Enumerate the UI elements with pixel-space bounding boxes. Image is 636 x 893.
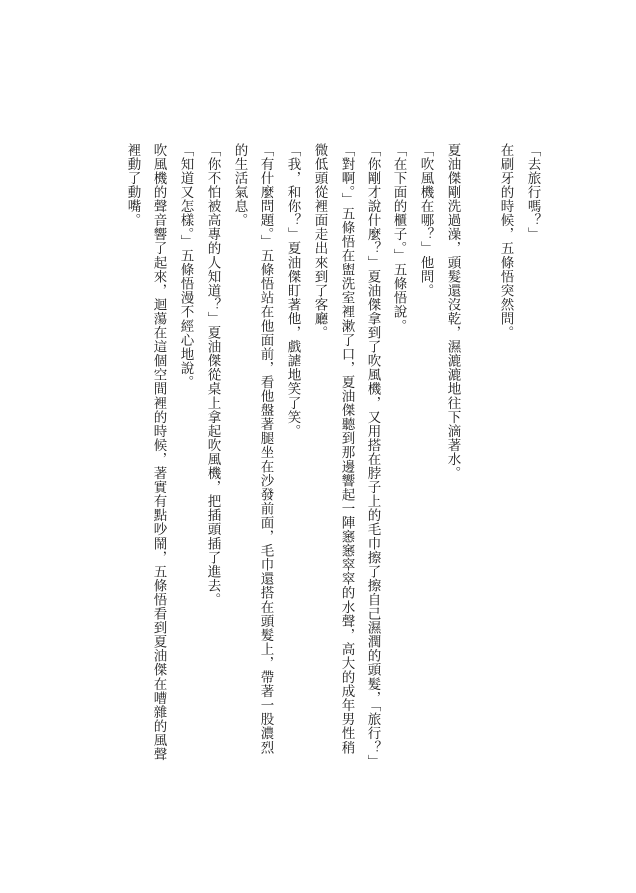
text-line-2: 在刷牙的時候，五條悟突然問。 [497, 143, 514, 340]
text-line-7: 「對啊。」五條悟在盥洗室裡漱了口，夏油傑聽到那邊響起一陣窸窸窣窣的水聲，高大的成年男性稍 [338, 143, 355, 755]
text-line-14: 吹風機的聲音響了起來，迴蕩在這個空間裡的時候，著實有點吵鬧，五條悟看到夏油傑在嘈雜的風聲 [150, 143, 167, 762]
text-line-11: 的生活氣息。 [231, 143, 248, 228]
text-line-3: 夏油傑剛洗過澡，頭髮還沒乾，濕漉漉地往下滴著水。 [444, 143, 461, 481]
text-line-8: 微低頭從裡面走出來到了客廳。 [311, 143, 328, 340]
text-line-6: 「你剛才說什麼？」夏油傑拿到了吹風機，又用搭在脖子上的毛巾擦了擦自己濕潤的頭髮，「旅行？」 [364, 143, 381, 769]
text-line-5: 「在下面的櫃子。」五條悟說。 [390, 143, 407, 333]
text-line-15: 裡動了動嘴。 [124, 143, 141, 228]
text-line-13: 「知道又怎樣。」五條悟漫不經心地說。 [177, 143, 194, 390]
text-line-10: 「有什麼問題。」五條悟站在他面前，看他盤著腿坐在沙發前面，毛巾還搭在頭髮上，帶著一股濃烈 [257, 143, 274, 755]
text-line-4: 「吹風機在哪？」他問。 [417, 143, 434, 298]
text-line-12: 「你不怕被高專的人知道？」夏油傑從桌上拿起吹風機，把插頭插了進去。 [204, 143, 221, 607]
text-line-9: 「我，和你？」夏油傑盯著他，戲謔地笑了笑。 [284, 143, 301, 439]
text-line-1: 「去旅行嗎？」 [524, 143, 541, 242]
